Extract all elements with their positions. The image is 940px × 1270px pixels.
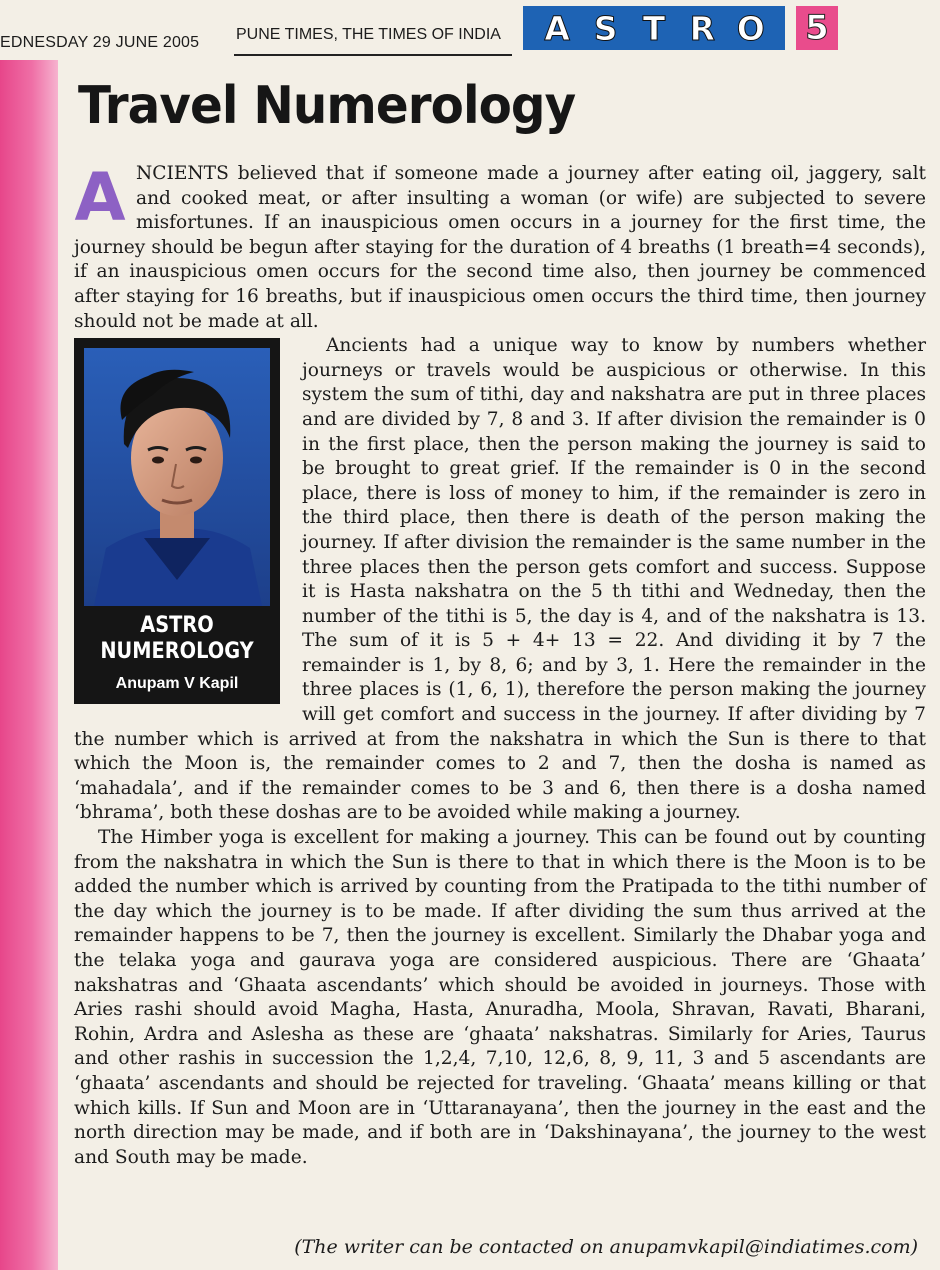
masthead-rule bbox=[234, 54, 512, 56]
newspaper-name bbox=[236, 26, 501, 44]
author-photo-box bbox=[74, 338, 280, 704]
section-letter: R bbox=[689, 8, 716, 48]
author-portrait-icon bbox=[84, 348, 270, 606]
section-banner bbox=[523, 6, 785, 50]
article-body bbox=[74, 159, 926, 1170]
contact-footer: (The writer can be contacted on anupamvkapil@indiatimes.com) bbox=[294, 1236, 918, 1258]
section-letter: A bbox=[544, 8, 570, 48]
paragraph-1: NCIENTS believed that if someone made a journey after eating oil, jaggery, salt and cooked meat, or after insulting a woman (or wife) are subjected to severe misfortunes. If an inauspicious omen occurs in a journey for the first time, the journey should be begun after staying for the duration of 4 breaths (1 breath=4 seconds), if an inauspicious omen occurs for the second time also, then journey be commenced after staying for 16 breaths, but if inauspicious omen occurs the third time, then journey should not be made at all. bbox=[74, 163, 926, 332]
newspaper-name-bold: PUNE TIMES bbox=[236, 26, 334, 43]
pink-margin-strip bbox=[0, 60, 58, 1270]
drop-cap: A bbox=[74, 159, 126, 236]
column-label-line2: NUMEROLOGY bbox=[100, 639, 254, 665]
section-letter: S bbox=[593, 8, 618, 48]
newspaper-name-rest: , THE TIMES OF INDIA bbox=[333, 26, 501, 43]
paragraph-2: Ancients had a unique way to know by numbers whether journeys or travels would be auspicious or otherwise. In this system the sum of tithi, day and nakshatra are put in three places and are divided by 7, 8 and 3. If after division the remainder is 0 in the first place, then the person making the journey is said to be brought to great grief. If the remainder is 0 in the second place, there is loss of money to him, if the remainder is zero in the third place, then there is death of the person making the journey. If after division the remainder is the same number in the three places then the person gets comfort and success. Suppose it is Hasta nakshatra on the 5 th tithi and Wedneday, then the number of the tithi is 5, the day is 4, and of the nakshatra is 13. The sum of it is 5 + 4+ 13 = 22. And dividing it by 7 the remainder is 1, by 8, 6; and by 3, 1. Here the remainder in the three places is (1, 6, 1), therefore the person making the journey will get comfort and success in the journey. If after dividing by 7 the number which is arrived at from the nakshatra in which the Sun is there to that which the Moon is, the remainder comes to 2 and 7, then the dosha is named as ‘mahadala’, and if the remainder comes to be 3 and 6, then there is a dosha named ‘bhrama’, both these doshas are to be avoided while making a journey. bbox=[74, 335, 926, 824]
column-label-line1: ASTRO bbox=[140, 613, 214, 639]
section-letter: T bbox=[642, 8, 666, 48]
page-number: 5 bbox=[796, 6, 838, 50]
author-name: Anupam V Kapil bbox=[115, 675, 239, 693]
paragraph-3: The Himber yoga is excellent for making a journey. This can be found out by counting from the nakshatra in which the Sun is there to that in which there is the Moon is to be added the number which is arrived by counting from the Pratipada to the tithi number of the day which the journey is to be made. If after dividing the sum thus arrived at the remainder happens to be 7, then the journey is excellent. Similarly the Dhabar yoga and the telaka yoga and gaurava yoga are considered auspicious. There are ‘Ghaata’ nakshatras and ‘Ghaata ascendants’ which should be avoided in journeys. Those with Aries rashi should avoid Magha, Hasta, Anuradha, Moola, Shravan, Ravati, Bharani, Rohin, Ardra and Aslesha as these are ‘ghaata’ nakshatras. Similarly for Aries, Taurus and other rashis in succession the 1,2,4, 7,10, 12,6, 8, 9, 11, 3 and 5 ascendants are ‘ghaata’ ascendants and should be rejected for traveling. ‘Ghaata’ means killing or that which kills. If Sun and Moon are in ‘Uttaranayana’, then the journey in the east and the north direction may be made, and if both are in ‘Dakshinayana’, the journey to the west and South may be made. bbox=[74, 827, 926, 1168]
dateline: EDNESDAY 29 JUNE 2005 bbox=[0, 34, 200, 51]
headline: Travel Numerology bbox=[78, 76, 576, 136]
section-letter: O bbox=[736, 8, 765, 48]
